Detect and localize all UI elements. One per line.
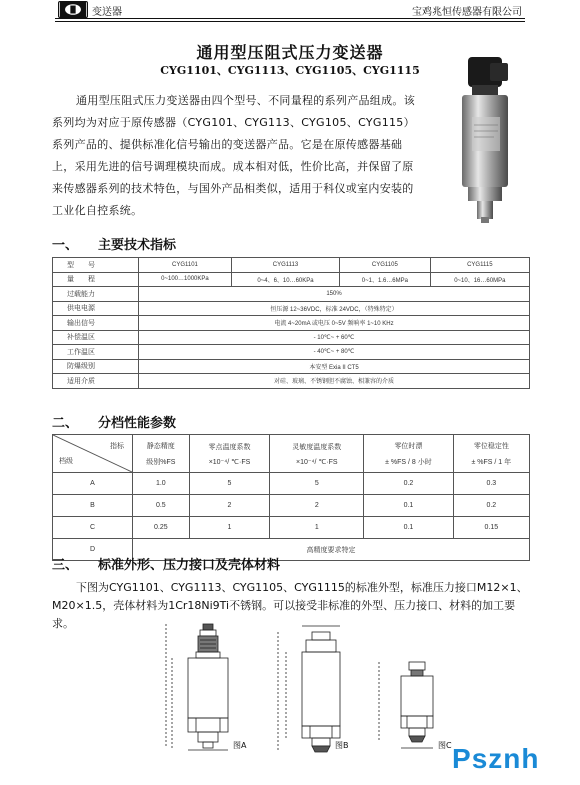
figure-a-caption: 图A xyxy=(233,741,247,750)
section-2-number: 二、 xyxy=(52,416,79,431)
company-logo xyxy=(58,1,88,18)
grade-cell: 0.15 xyxy=(453,517,529,539)
spec-label: 型 号 xyxy=(53,258,139,273)
figure-b-caption: 图B xyxy=(335,741,349,750)
grade-cell: 1.0 xyxy=(133,473,190,495)
spec-cell: CYG1101 xyxy=(139,258,232,273)
spec-value: 电流 4~20mA 或电压 0~5V 频响率 1~10 KHz xyxy=(139,316,530,331)
grade-row xyxy=(53,495,530,517)
spec-row xyxy=(53,272,530,287)
spec-value: 本安型 Exia II CT5 xyxy=(139,359,530,374)
product-photo xyxy=(450,55,528,225)
spec-row xyxy=(53,330,530,345)
spec-label: 适用介质 xyxy=(53,374,139,389)
spec-row xyxy=(53,345,530,360)
grade-header xyxy=(133,435,190,473)
spec-cell: CYG1105 xyxy=(340,258,431,273)
grade-cell: 0.3 xyxy=(453,473,529,495)
grade-label: A xyxy=(53,473,133,495)
spec-label: 过载能力 xyxy=(53,287,139,302)
spec-label: 防爆级别 xyxy=(53,359,139,374)
grade-header-unit: ×10⁻⁴/ ℃·FS xyxy=(295,458,338,466)
spec-value: 150% xyxy=(139,287,530,302)
section-1-title: 主要技术指标 xyxy=(98,238,177,253)
spec-label: 补偿温区 xyxy=(53,330,139,345)
grade-row xyxy=(53,473,530,495)
grade-cell: 0.2 xyxy=(364,473,453,495)
spec-table xyxy=(52,257,530,389)
grade-span-cell: 高精度要求特定 xyxy=(133,539,530,561)
grade-header xyxy=(453,435,529,473)
spec-value: 对硅、玻璃、不锈钢胆不腐蚀、相兼容的介质 xyxy=(139,374,530,389)
grade-corner-top: 指标 xyxy=(110,443,124,450)
intro-paragraph: 通用型压阻式压力变送器由四个型号、不同量程的系列产品组成。该系列均为对应于原传感器（CYG101、CYG113、CYG105、CYG115）系列产品的、提供标准化信号输出的变送器产品。它是在原传感器基础上，采用先进的信号调理模块而成。成本相对低，性价比高，并保留了原来传感器系列的技术特色，与国外产品相类似，适用于科仪或室内安装的工业化自控系统。 xyxy=(52,94,415,217)
section-1-number: 一、 xyxy=(52,238,79,253)
grade-header-name: 零点温度系数 xyxy=(208,443,251,451)
spec-label: 供电电源 xyxy=(53,301,139,316)
header-rule-thin xyxy=(55,21,525,22)
grade-header-row xyxy=(53,435,530,473)
section-2-heading xyxy=(52,412,176,431)
grade-header-name: 零位稳定性 xyxy=(473,442,509,450)
grade-header-unit: ×10⁻⁴/ ℃·FS xyxy=(208,458,251,466)
spec-cell: 0~1、1.6…6MPa xyxy=(340,272,431,287)
grade-corner-cell xyxy=(53,435,133,473)
grade-header-unit: 级别%FS xyxy=(146,458,176,466)
grade-corner-bottom: 档级 xyxy=(59,458,73,465)
grade-header xyxy=(189,435,270,473)
grade-cell: 0.2 xyxy=(453,495,529,517)
grade-header xyxy=(364,435,453,473)
grade-cell: 0.5 xyxy=(133,495,190,517)
section-3-number: 三、 xyxy=(52,558,79,573)
spec-value: 恒压源 12~36VDC，标准 24VDC，（特殊特定） xyxy=(139,301,530,316)
drawing-c xyxy=(375,622,455,754)
spec-cell: CYG1113 xyxy=(231,258,339,273)
spec-row xyxy=(53,287,530,302)
grade-cell: 0.25 xyxy=(133,517,190,539)
grade-header xyxy=(270,435,364,473)
section-3-title: 标准外形、压力接口及壳体材料 xyxy=(98,558,281,573)
drawing-b xyxy=(272,622,352,754)
spec-label: 量 程 xyxy=(53,272,139,287)
figure-c-caption: 图C xyxy=(438,741,452,750)
grade-cell: 1 xyxy=(270,517,364,539)
model-list: CYG1101、CYG1113、CYG1105、CYG1115 xyxy=(160,64,420,77)
grade-header-unit: ± %FS / 1 年 xyxy=(471,458,512,466)
grade-row xyxy=(53,517,530,539)
grade-label: B xyxy=(53,495,133,517)
spec-row xyxy=(53,258,530,273)
grade-cell: 2 xyxy=(270,495,364,517)
spec-row xyxy=(53,316,530,331)
grade-label: C xyxy=(53,517,133,539)
spec-cell: CYG1115 xyxy=(430,258,529,273)
grade-cell: 2 xyxy=(189,495,270,517)
grade-header-name: 灵敏度温度系数 xyxy=(292,443,342,451)
grade-header-unit: ± %FS / 8 小时 xyxy=(385,458,432,466)
spec-cell: 0~10、16…60MPa xyxy=(430,272,529,287)
grade-label: D xyxy=(53,539,133,561)
spec-label: 工作温区 xyxy=(53,345,139,360)
grade-cell: 5 xyxy=(189,473,270,495)
watermark-logo: Psznh xyxy=(452,743,540,774)
header-company: 宝鸡兆恒传感器有限公司 xyxy=(412,7,522,18)
spec-value: - 10℃~ + 60℃ xyxy=(139,330,530,345)
page-title: 通用型压阻式压力变送器 xyxy=(196,43,384,62)
header-category: 变送器 xyxy=(92,7,122,18)
spec-row xyxy=(53,374,530,389)
spec-row xyxy=(53,359,530,374)
grade-header-name: 静态精度 xyxy=(146,442,175,450)
grade-cell: 0.1 xyxy=(364,495,453,517)
page-header xyxy=(0,0,580,22)
grade-header-name: 零位时漂 xyxy=(394,442,423,450)
spec-row xyxy=(53,301,530,316)
spec-cell: 0~4、6、10…60KPa xyxy=(231,272,339,287)
spec-cell: 0~100…1000KPa xyxy=(139,272,232,287)
grade-cell: 1 xyxy=(189,517,270,539)
spec-label: 输出信号 xyxy=(53,316,139,331)
grade-table xyxy=(52,434,530,561)
section-1-heading xyxy=(52,234,176,253)
grade-cell: 0.1 xyxy=(364,517,453,539)
section-2-title: 分档性能参数 xyxy=(98,416,177,431)
header-rule xyxy=(55,18,525,19)
spec-value: - 40℃~ + 80℃ xyxy=(139,345,530,360)
drawing-a xyxy=(158,622,238,754)
section-3-paragraph: 下图为CYG1101、CYG1113、CYG1105、CYG1115的标准外型，标准压力接口M12×1、M20×1.5，壳体材料为1Cr18Ni9Ti不锈钢。可以接受非标准的外型、压力接口、材料的加工要求。 xyxy=(52,581,528,630)
grade-cell: 5 xyxy=(270,473,364,495)
section-3-heading xyxy=(52,554,280,573)
